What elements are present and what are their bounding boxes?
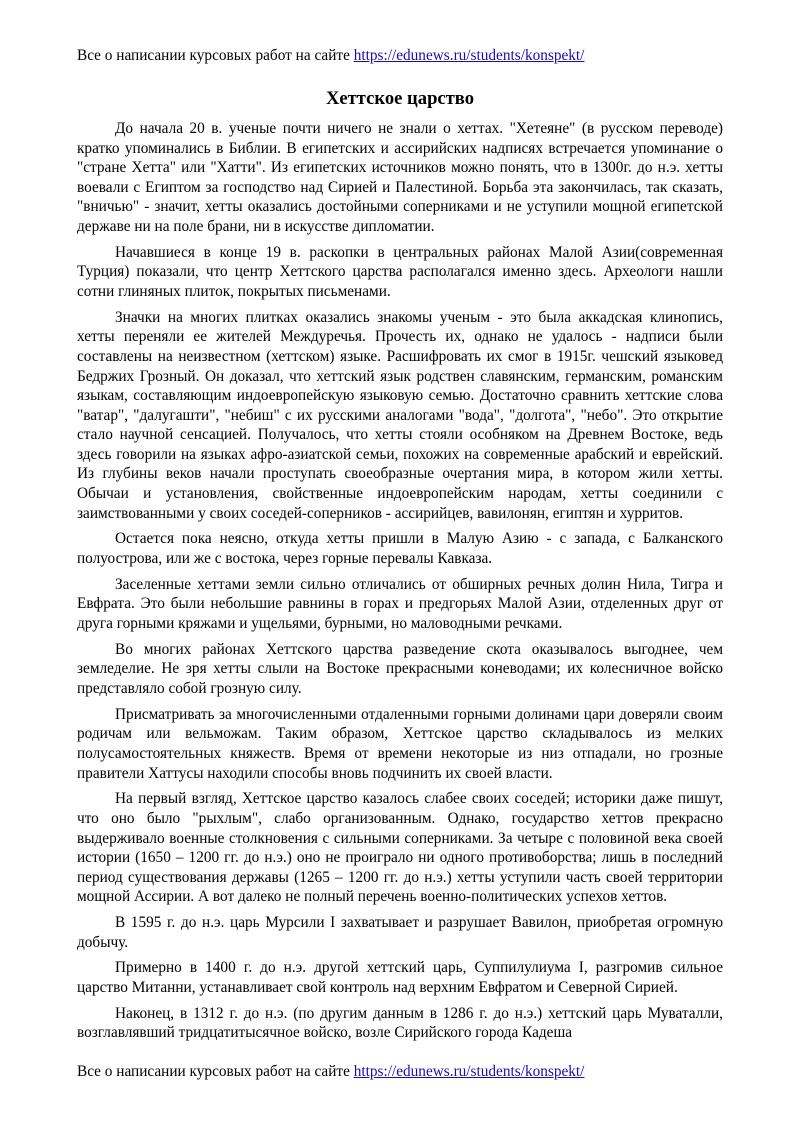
paragraph-5: Заселенные хеттами земли сильно отличались от обширных речных долин Нила, Тигра и Евфрата. Это были небольшие равнины в горах и предгорьях Малой Азии, отделенных друг от друга горными кряжами и ущельями, бурными, но маловодными речками. bbox=[77, 575, 723, 632]
paragraph-10: Примерно в 1400 г. до н.э. другой хеттский царь, Суппилулиума I, разгромив сильное царство Митанни, устанавливает свой контроль над верхним Евфратом и Северной Сирией. bbox=[77, 959, 723, 997]
paragraph-4: Остается пока неясно, откуда хетты пришли в Малую Азию - с запада, с Балканского полуострова, или же с востока, через горные перевалы Кавказа. bbox=[77, 530, 723, 568]
document-body bbox=[77, 119, 723, 1049]
footer-text: Все о написании курсовых работ на сайте bbox=[77, 1063, 354, 1080]
page-footer bbox=[77, 1063, 584, 1081]
paragraph-11: Наконец, в 1312 г. до н.э. (по другим данным в 1286 г. до н.э.) хеттский царь Муваталли, возглавлявший тридцатитысячное войско, возле Сирийского города Кадеша bbox=[77, 1004, 723, 1042]
footer-link[interactable]: https://edunews.ru/students/konspekt/ bbox=[353, 1063, 585, 1080]
paragraph-3: Значки на многих плитках оказались знакомы ученым - это была аккадская клинопись, хетты переняли ее жителей Междуречья. Прочесть их, однако не удалось - надписи были составлены на неизвестном (хеттском) языке. Расшифровать их смог в 1915г. чешский языковед Бедржих Грозный. Он доказал, что хеттский язык родствен славянским, германским, романским языкам, составляющим индоевропейскую языковую семью. Достаточно сравнить хеттские слова "ватар", "далугашти", "небиш" с их русскими аналогами "вода", "долгота", "небо". Это открытие стало научной сенсацией. Получалось, что хетты стояли особняком на Древнем Востоке, ведь здесь говорили на языках афро-азиатской семьи, похожих на современные арабский и еврейский. Из глубины веков начали проступать своеобразные очертания мира, в котором жили хетты. Обычаи и установления, свойственные индоевропейским народам, хетты соединили с заимствованными у своих соседей-соперников - ассирийцев, вавилонян, египтян и хурритов. bbox=[77, 308, 723, 522]
header-text: Все о написании курсовых работ на сайте bbox=[77, 47, 354, 64]
document-title: Хеттское царство bbox=[325, 88, 475, 109]
paragraph-9: В 1595 г. до н.э. царь Мурсили I захватывает и разрушает Вавилон, приобретая огромную добычу. bbox=[77, 914, 723, 951]
header-link[interactable]: https://edunews.ru/students/konspekt/ bbox=[353, 47, 585, 64]
paragraph-6: Во многих районах Хеттского царства разведение скота оказывалось выгоднее, чем земледелие. Не зря хетты слыли на Востоке прекрасными коневодами; их колесничное войско представляло собой грозную силу. bbox=[77, 640, 723, 697]
paragraph-2: Начавшиеся в конце 19 в. раскопки в центральных районах Малой Азии(современная Турция) показали, что центр Хеттского царства располагался именно здесь. Археологи нашли сотни глиняных плиток, покрытых письменами. bbox=[77, 243, 723, 300]
paragraph-7: Присматривать за многочисленными отдаленными горными долинами цари доверяли своим родичам или вельможам. Таким образом, Хеттское царство складывалось из мелких полусамостоятельных княжеств. Время от времени некоторые из низ отпадали, но грозные правители Хаттусы находили способы вновь подчинить их своей власти. bbox=[77, 705, 723, 782]
page-header bbox=[77, 47, 584, 65]
paragraph-1: До начала 20 в. ученые почти ничего не знали о хеттах. "Хетеяне" (в русском переводе) кратко упоминались в Библии. В египетских и ассирийских надписях встречается упоминание о "стране Хетта" или "Хатти". Из египетских источников можно понять, что в 1300г. до н.э. хетты воевали с Египтом за господство над Сирией и Палестиной. Борьба эта закончилась, так сказать, "вничью" - значит, хетты оказались достойными соперниками и не уступили мощной египетской державе ни на поле брани, ни в искусстве дипломатии. bbox=[77, 120, 723, 235]
paragraph-8: На первый взгляд, Хеттское царство казалось слабее своих соседей; историки даже пишут, что оно было "рыхлым", слабо организованным. Однако, государство хеттов прекрасно выдерживало военные столкновения с сильными соперниками. За четыре с половиной века своей истории (1650 – 1200 гг. до н.э.) оно не проиграло ни одного противоборства; лишь в последний период существования державы (1265 – 1200 гг. до н.э.) хетты уступили часть своей территории мощной Ассирии. А вот далеко не полный перечень военно-политических успехов хеттов. bbox=[77, 790, 723, 906]
